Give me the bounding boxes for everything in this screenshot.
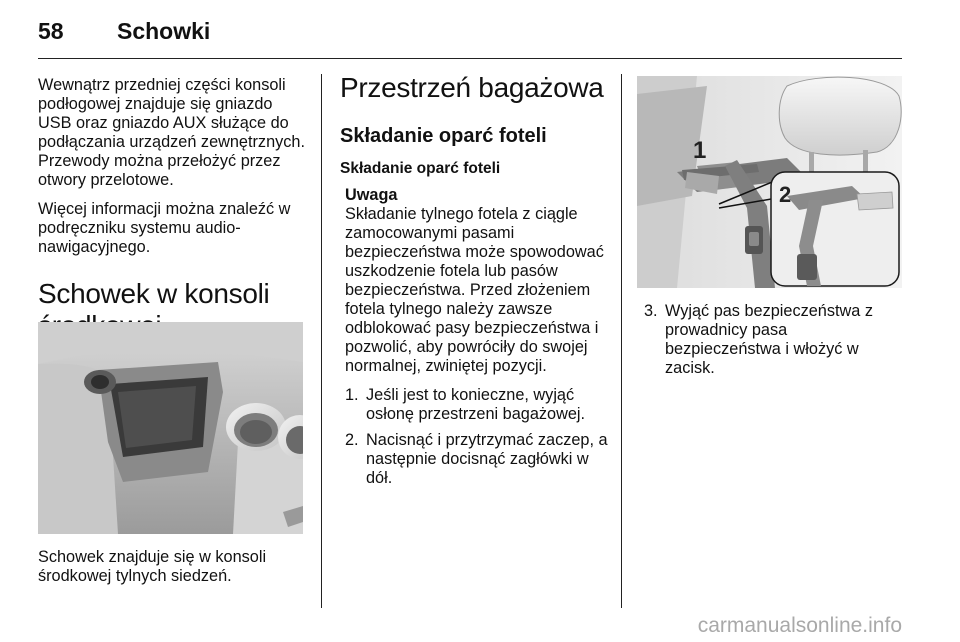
- step-text: Nacisnąć i przytrzymać zaczep, a następnie docisnąć zagłówki w dół.: [366, 431, 608, 487]
- folding-subheading: Składanie oparć foteli: [340, 125, 547, 147]
- console-caption: [38, 548, 308, 586]
- section-title: Schowki: [117, 18, 211, 44]
- callout-label-1: 1: [693, 137, 707, 164]
- usb-aux-paragraph: Wewnątrz przedniej części konsoli podłogowej znajduje się gniazdo USB oraz gniazdo AUX służące do podłączania urządzeń zewnętrznych. Przewody można przełożyć przez otwory przelotowe.: [38, 76, 305, 189]
- column-2: [340, 72, 612, 488]
- header-rule: [38, 58, 902, 59]
- step-number: 3.: [644, 302, 658, 320]
- step-text: Jeśli jest to konieczne, wyjąć osłonę przestrzeni bagażowej.: [366, 386, 586, 423]
- more-info-paragraph: Więcej informacji można znaleźć w podręczniku systemu audio-nawigacyjnego.: [38, 200, 291, 256]
- note-text: Składanie tylnego fotela z ciągle zamocowanymi pasami bezpieczeństwa może spowodować uszkodzenie fotela lub pasów bezpieczeństwa. Przed złożeniem fotela tylnego należy zawsze odblokować pasy bezpieczeństwa i pozwolić, aby powróciły do swojej normalnej, zwiniętej pozycji.: [345, 205, 604, 375]
- step-number: 2.: [345, 431, 359, 449]
- column-divider-1: [321, 74, 322, 608]
- step-text: Wyjąć pas bezpieczeństwa z prowadnicy pasa bezpieczeństwa i włożyć w zacisk.: [665, 302, 873, 377]
- column-3-text: [644, 302, 906, 378]
- step-1: [345, 386, 612, 424]
- step-2: [345, 431, 612, 488]
- column-1: [38, 76, 308, 342]
- watermark: carmanualsonline.info: [697, 614, 902, 637]
- luggage-heading: Przestrzeń bagażowa: [340, 72, 604, 103]
- console-caption-text: Schowek znajduje się w konsoli środkowej tylnych siedzeń.: [38, 548, 267, 585]
- page-number: 58: [38, 18, 64, 44]
- column-divider-2: [621, 74, 622, 608]
- steps-list: [345, 386, 612, 488]
- note-title: Uwaga: [345, 186, 398, 204]
- console-heading-line1: Schowek w konsoli: [38, 278, 270, 309]
- callout-label-2: 2: [779, 182, 792, 207]
- seatbelt-illustration: [637, 76, 902, 288]
- console-storage-photo: [38, 322, 303, 534]
- folding-subsubheading: Składanie oparć foteli: [340, 160, 501, 177]
- step-number: 1.: [345, 386, 359, 404]
- step-3: [644, 302, 906, 378]
- steps-list-continued: [644, 302, 906, 378]
- caution-note: [340, 186, 612, 488]
